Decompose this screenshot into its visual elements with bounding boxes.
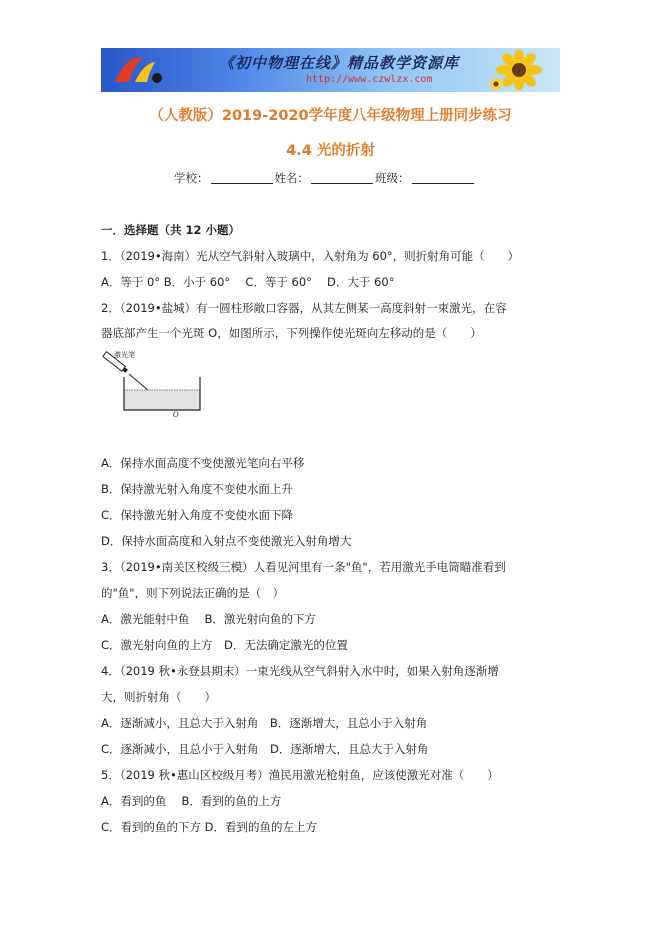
- logo-icon: [109, 52, 169, 88]
- question-4-options-ab: A．逐渐减小，且总大于入射角 B．逐渐增大，且总小于入射角: [101, 716, 428, 730]
- question-5: 5．（2019 秋•惠山区校级月考）渔民用激光枪射鱼，应该使激光对准（ ）: [101, 768, 499, 782]
- question-2-line-1: 2．（2019•盐城）有一圆柱形敞口容器，从其左侧某一高度斜射一束激光，在容: [101, 301, 507, 315]
- question-4-line-2: 大，则折射角（ ）: [101, 690, 216, 704]
- banner-url: http://www.czwlzx.com: [306, 74, 433, 85]
- name-label: 姓名：: [274, 171, 309, 185]
- incident-ray: [129, 374, 149, 391]
- section-heading: 一．选择题（共 12 小题）: [101, 223, 241, 237]
- water: [124, 390, 200, 410]
- question-2-option-d: D．保持水面高度和入射点不变使激光入射角增大: [101, 534, 352, 548]
- question-3-options-ab: A．激光能射中鱼 B．激光射向鱼的下方: [101, 612, 316, 626]
- question-5-options-cd: C．看到的鱼的下方 D．看到的鱼的左上方: [101, 820, 318, 834]
- question-2-option-a: A．保持水面高度不变使激光笔向右平移: [101, 456, 305, 470]
- class-label: 班级：: [375, 171, 410, 185]
- school-blank[interactable]: [211, 183, 273, 184]
- question-5-options-ab: A．看到的鱼 B．看到的鱼的上方: [101, 794, 282, 808]
- question-2-option-b: B．保持激光射入角度不变使水面上升: [101, 482, 293, 496]
- name-blank[interactable]: [311, 183, 373, 184]
- banner-title: 《初中物理在线》精品教学资源库: [219, 54, 460, 72]
- question-2-option-c: C．保持激光射入角度不变使水面下降: [101, 508, 294, 522]
- question-1-options: A．等于 0° B．小于 60° C．等于 60° D．大于 60°: [101, 275, 395, 289]
- question-3-line-1: 3．（2019•南关区校级三模）人看见河里有一条"鱼"，若用激光手电筒瞄准看到: [101, 560, 506, 574]
- sunflower-icon: [484, 50, 554, 90]
- question-4-line-1: 4．（2019 秋•永登县期末）一束光线从空气斜射入水中时，如果入射角逐渐增: [101, 664, 499, 678]
- page-subtitle: 4.4 光的折射: [286, 143, 375, 159]
- page-title: （人教版）2019-2020学年度八年级物理上册同步练习: [149, 108, 512, 124]
- question-3-line-2: 的"鱼"，则下列说法正确的是（ ）: [101, 586, 285, 600]
- class-blank[interactable]: [412, 183, 474, 184]
- point-o-label: O: [173, 411, 179, 417]
- student-info: [174, 170, 476, 186]
- header-banner: [101, 48, 560, 92]
- school-label: 学校：: [174, 171, 209, 185]
- question-4-options-cd: C．逐渐减小，且总小于入射角 D．逐渐增大，且总大于入射角: [101, 742, 429, 756]
- laser-container-figure: [101, 347, 206, 417]
- laser-label: 激光笔: [114, 351, 135, 359]
- question-3-options-cd: C．激光射向鱼的上方 D．无法确定激光的位置: [101, 638, 348, 652]
- question-1: 1．（2019•海南）光从空气斜射入玻璃中，入射角为 60°，则折射角可能（ ）: [101, 249, 520, 263]
- question-2-line-2: 器底部产生一个光斑 O，如图所示，下列操作使光斑向左移动的是（ ）: [101, 326, 482, 340]
